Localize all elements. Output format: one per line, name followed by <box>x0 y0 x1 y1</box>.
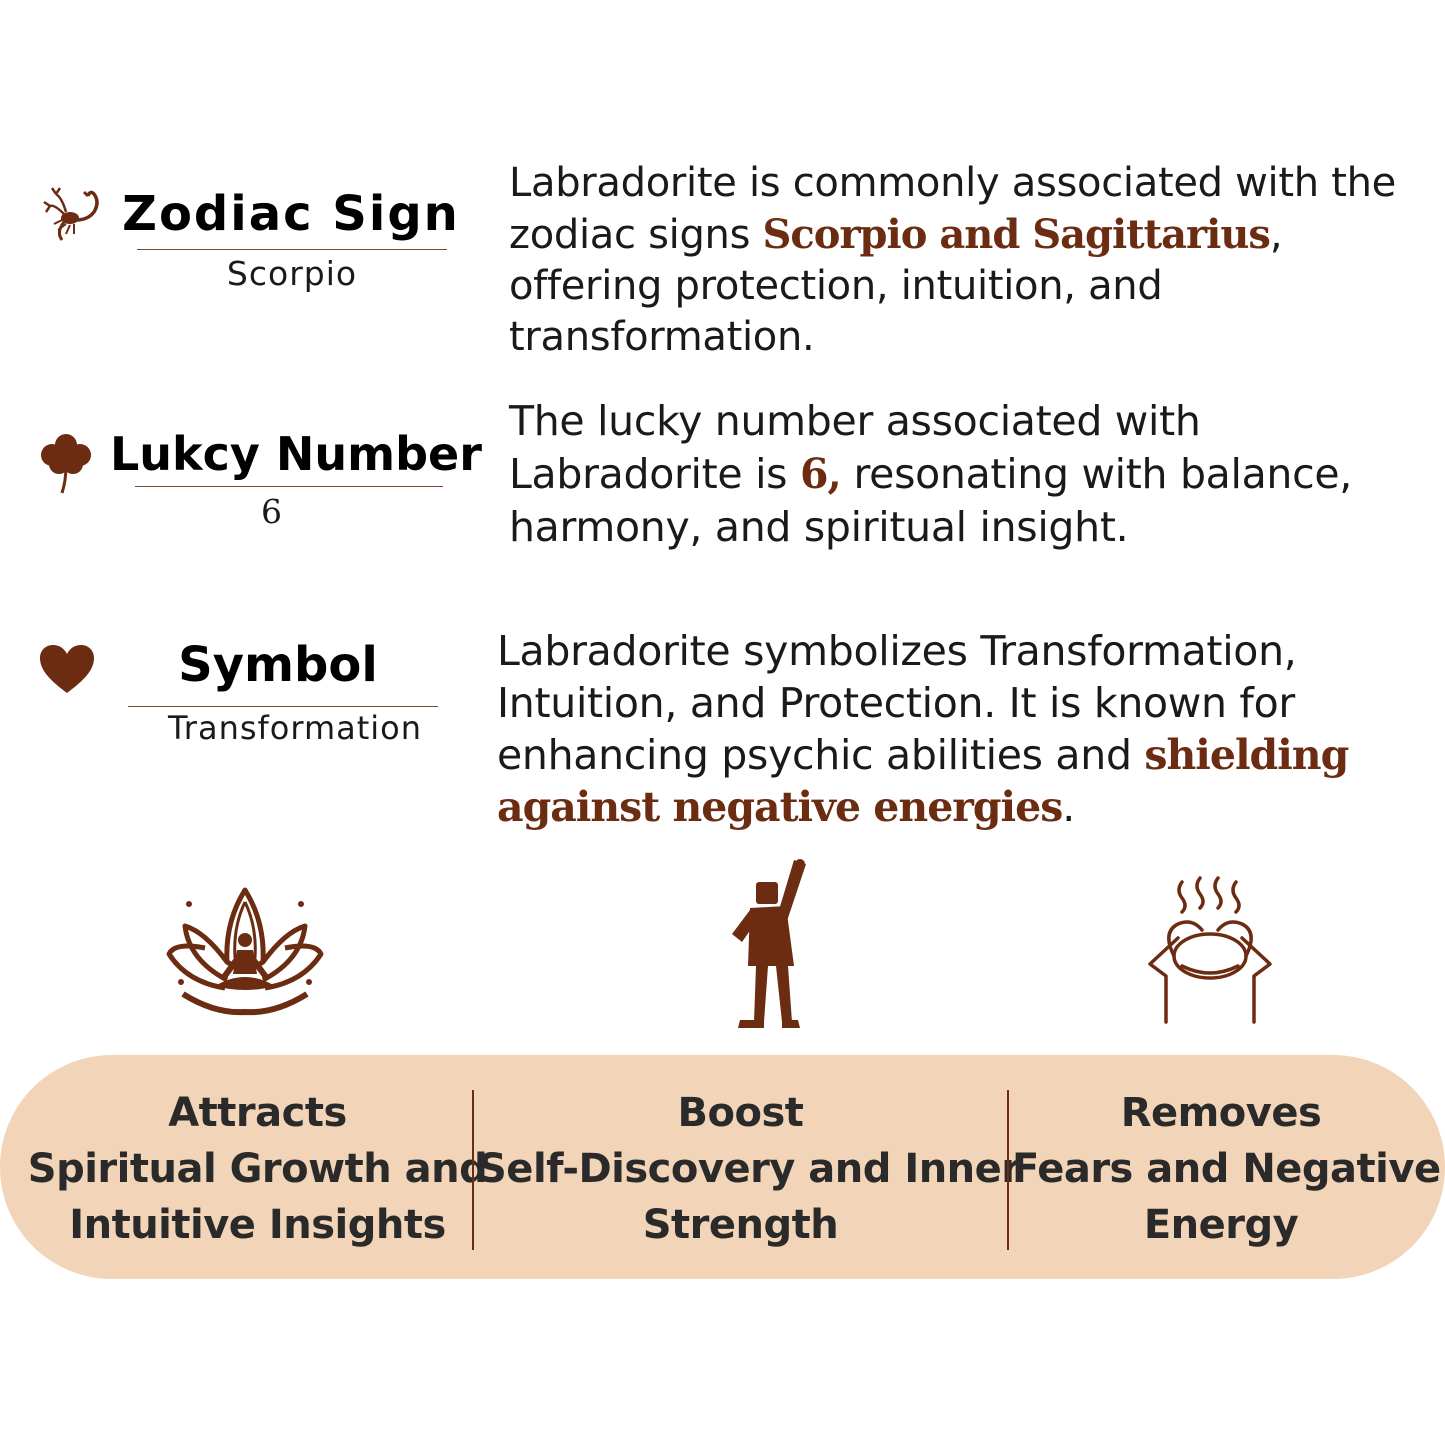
benefit-line: Fears and Negative <box>1012 1146 1441 1192</box>
stressed-head-icon <box>1142 876 1278 1026</box>
benefit-line: Self-Discovery and Inner <box>478 1146 1021 1192</box>
zodiac-description-text: Labradorite is commonly associated with the zodiac signs <box>509 160 1396 258</box>
benefit-title: Boost <box>677 1090 804 1136</box>
symbol-description-text: Labradorite symbolizes Transformation, Intuition, and Protection. It is known for enhancing psychic abilities and <box>497 627 1297 779</box>
lucky-number-description-tail: resonating with balance, harmony, and spiritual insight. <box>509 450 1353 551</box>
benefit-line: Intuitive Insights <box>69 1202 446 1248</box>
lucky-number-value: 6 <box>261 492 283 531</box>
zodiac-description <box>509 158 1409 363</box>
symbol-underline <box>128 706 438 707</box>
benefit-line: Spiritual Growth and <box>27 1146 488 1192</box>
zodiac-description-tail: , offering protection, intuition, and transformation. <box>509 212 1283 360</box>
symbol-heading: Symbol <box>178 637 378 693</box>
heart-icon <box>38 643 96 695</box>
benefit-removes-fears <box>1012 1085 1441 1253</box>
lotus-meditation-icon <box>165 882 325 1022</box>
benefit-line: Strength <box>642 1202 839 1248</box>
benefit-title: Attracts <box>168 1090 347 1136</box>
lucky-number-description-text: The lucky number associated with Labradorite is <box>509 397 1201 498</box>
zodiac-heading: Zodiac Sign <box>122 186 460 242</box>
victory-figure-icon <box>720 858 820 1030</box>
lucky-number-description-highlight: 6, <box>799 450 841 498</box>
lucky-number-description <box>509 395 1409 554</box>
benefit-title: Removes <box>1120 1090 1322 1136</box>
benefit-spiritual-growth <box>10 1085 505 1253</box>
clover-icon <box>30 425 102 495</box>
scorpion-icon <box>40 180 108 248</box>
lucky-number-section <box>0 395 1445 595</box>
symbol-value: Transformation <box>167 709 423 747</box>
zodiac-value: Scorpio <box>226 254 358 293</box>
benefit-line: Energy <box>1143 1202 1299 1248</box>
symbol-description-tail: . <box>1062 783 1076 831</box>
symbol-description <box>497 625 1397 833</box>
symbol-section <box>0 625 1445 840</box>
zodiac-underline <box>137 249 447 250</box>
lucky-number-underline <box>135 486 443 487</box>
zodiac-description-highlight: Scorpio and Sagittarius <box>762 211 1270 258</box>
benefit-divider <box>1007 1090 1009 1250</box>
benefit-divider <box>472 1090 474 1250</box>
benefit-self-discovery <box>478 1085 1021 1253</box>
zodiac-section <box>0 150 1445 380</box>
lucky-number-heading: Lukcy Number <box>110 427 482 481</box>
symbol-description-highlight: shielding against negative energies <box>497 731 1349 831</box>
